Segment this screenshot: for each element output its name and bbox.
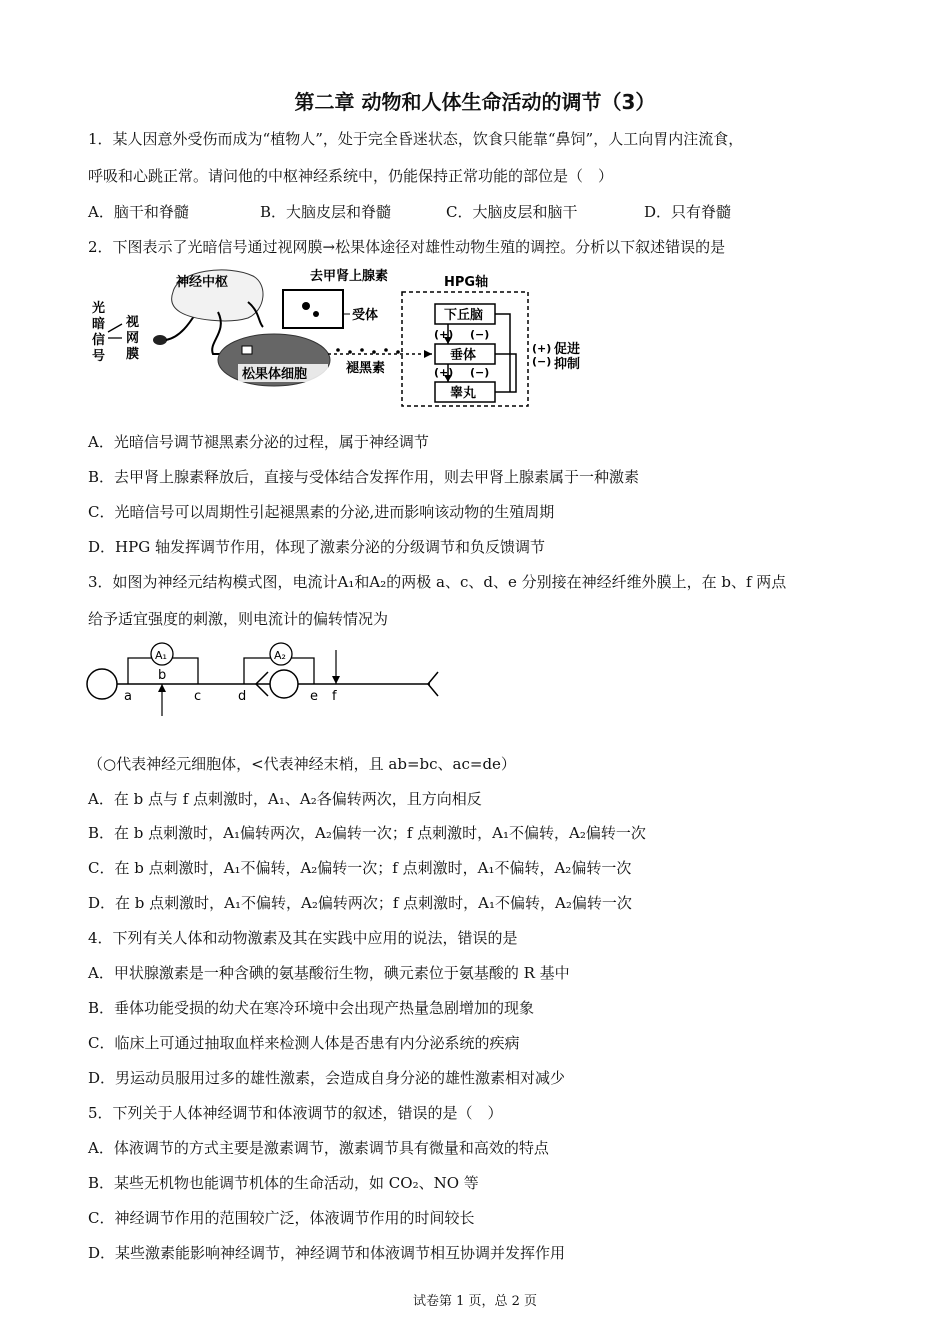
plus-mark: (+) (434, 328, 454, 341)
q4-stem: 4．下列有关人体和动物激素及其在实践中应用的说法，错误的是 (88, 929, 518, 947)
pineal-hpg-diagram (88, 262, 648, 412)
q3-option-a[interactable]: A．在 b 点与 f 点刺激时，A₁、A₂各偏转两次，且方向相反 (88, 790, 482, 808)
light-signal-char: 光 (92, 301, 106, 316)
hpg-axis-label: HPG轴 (444, 275, 489, 290)
eye-icon (153, 335, 167, 345)
q1-stem-line-1: 1．某人因意外受伤而成为“植物人”，处于完全昏迷状态，饮食只能靠“鼻饲”，人工向胃内注流食， (88, 130, 744, 148)
q5-option-c[interactable]: C．神经调节作用的范围较广泛，体液调节作用的时间较长 (88, 1209, 475, 1227)
retina-char: 膜 (126, 347, 140, 362)
q3-stem-line-1: 3．如图为神经元结构模式图，电流计A₁和A₂的两极 a、c、d、e 分别接在神经纤维外膜上，在 b、f 两点 (88, 573, 787, 591)
q1-option-c[interactable]: C．大脑皮层和脑干 (446, 203, 578, 221)
q5-option-d[interactable]: D．某些激素能影响神经调节，神经调节和体液调节相互协调并发挥作用 (88, 1244, 566, 1262)
q1-option-a[interactable]: A．脑干和脊髓 (88, 203, 189, 221)
q5-option-a[interactable]: A．体液调节的方式主要是激素调节，激素调节具有微量和高效的特点 (88, 1139, 549, 1157)
q2-option-b[interactable]: B．去甲肾上腺素释放后，直接与受体结合发挥作用，则去甲肾上腺素属于一种激素 (88, 468, 640, 486)
legend-inhibit-label: 抑制 (554, 357, 581, 372)
arrow-icon (108, 324, 122, 338)
vesicle-icon (313, 311, 319, 317)
pituitary-label: 垂体 (450, 348, 477, 363)
legend-plus: (+) (532, 342, 552, 355)
galvanometer-a2-label: A₂ (274, 649, 286, 662)
q3-option-b[interactable]: B．在 b 点刺激时，A₁偏转两次，A₂偏转一次；f 点刺激时，A₁不偏转，A₂偏转一次 (88, 824, 646, 842)
galvanometer-a1-label: A₁ (155, 649, 167, 662)
melatonin-dots (336, 348, 400, 354)
q1-option-d[interactable]: D．只有脊髓 (644, 203, 732, 221)
legend-promote-label: 促进 (554, 342, 581, 357)
point-label: a (124, 689, 132, 704)
light-signal-char: 暗 (92, 317, 106, 332)
q2-option-c[interactable]: C．光暗信号可以周期性引起褪黑素的分泌,进而影响该动物的生殖周期 (88, 503, 555, 521)
q3-option-c[interactable]: C．在 b 点刺激时，A₁不偏转，A₂偏转一次；f 点刺激时，A₁不偏转，A₂偏转一次 (88, 859, 632, 877)
vesicle-icon (302, 302, 310, 310)
arrow-icon (332, 676, 340, 684)
retina-char: 网 (126, 331, 140, 346)
q1-options (88, 201, 731, 222)
point-label: f (332, 689, 337, 704)
q2-option-a[interactable]: A．光暗信号调节褪黑素分泌的过程，属于神经调节 (88, 433, 429, 451)
pineal-nerve-ending (242, 346, 252, 354)
retina-char: 视 (126, 315, 140, 330)
receptor-label: 受体 (352, 308, 379, 323)
plus-mark: (+) (434, 366, 454, 379)
q2-stem: 2．下图表示了光暗信号通过视网膜→松果体途径对雄性动物生殖的调控。分析以下叙述错误的是 (88, 238, 726, 256)
neuron-galvanometer-diagram (86, 636, 446, 720)
hypothalamus-label: 下丘脑 (444, 308, 484, 323)
norepinephrine-label: 去甲肾上腺素 (310, 269, 389, 284)
q5-stem: 5．下列关于人体神经调节和体液调节的叙述，错误的是（ ） (88, 1104, 503, 1122)
testis-label: 睾丸 (450, 386, 477, 401)
arrow-icon (424, 350, 432, 358)
point-label: e (310, 689, 318, 704)
q5-option-b[interactable]: B．某些无机物也能调节机体的生命活动，如 CO₂、NO 等 (88, 1174, 479, 1192)
q2-option-d[interactable]: D．HPG 轴发挥调节作用，体现了激素分泌的分级调节和负反馈调节 (88, 538, 545, 556)
q4-option-d[interactable]: D．男运动员服用过多的雄性激素，会造成自身分泌的雄性激素相对减少 (88, 1069, 566, 1087)
light-signal-char: 号 (92, 349, 106, 364)
q3-stem-line-2: 给予适宜强度的刺激，则电流计的偏转情况为 (88, 610, 389, 628)
nerve-center-label: 神经中枢 (176, 275, 229, 290)
legend-minus: (−) (532, 355, 552, 368)
cell-body-icon (87, 669, 117, 699)
arrow-icon (158, 684, 166, 692)
point-label: d (238, 689, 247, 704)
light-signal-char: 信 (92, 333, 106, 348)
hpg-feedback-lines (495, 314, 516, 392)
q4-option-b[interactable]: B．垂体功能受损的幼犬在寒冷环境中会出现产热量急剧增加的现象 (88, 999, 535, 1017)
q3-note: （○代表神经元细胞体，<代表神经末梢，且 ab=bc、ac=de） (88, 755, 516, 773)
pineal-cell-label: 松果体细胞 (242, 367, 308, 382)
melatonin-label: 褪黑素 (346, 361, 386, 376)
q1-stem-line-2: 呼吸和心跳正常。请问他的中枢神经系统中，仍能保持正常功能的部位是（ ） (88, 167, 614, 185)
q1-option-b[interactable]: B．大脑皮层和脊髓 (260, 203, 392, 221)
minus-mark: (−) (470, 366, 490, 379)
q3-option-d[interactable]: D．在 b 点刺激时，A₁不偏转，A₂偏转两次；f 点刺激时，A₁不偏转，A₂偏转一次 (88, 894, 632, 912)
point-label: b (158, 668, 167, 683)
cell-body-icon (270, 670, 298, 698)
synapse-box (283, 290, 343, 328)
point-label: c (194, 689, 202, 704)
q4-option-a[interactable]: A．甲状腺激素是一种含碘的氨基酸衍生物，碘元素位于氨基酸的 R 基中 (88, 964, 570, 982)
page-footer: 试卷第 1 页，总 2 页 (412, 1294, 538, 1309)
minus-mark: (−) (470, 328, 490, 341)
q4-option-c[interactable]: C．临床上可通过抽取血样来检测人体是否患有内分泌系统的疾病 (88, 1034, 520, 1052)
page-title: 第二章 动物和人体生命活动的调节（3） (294, 90, 656, 114)
